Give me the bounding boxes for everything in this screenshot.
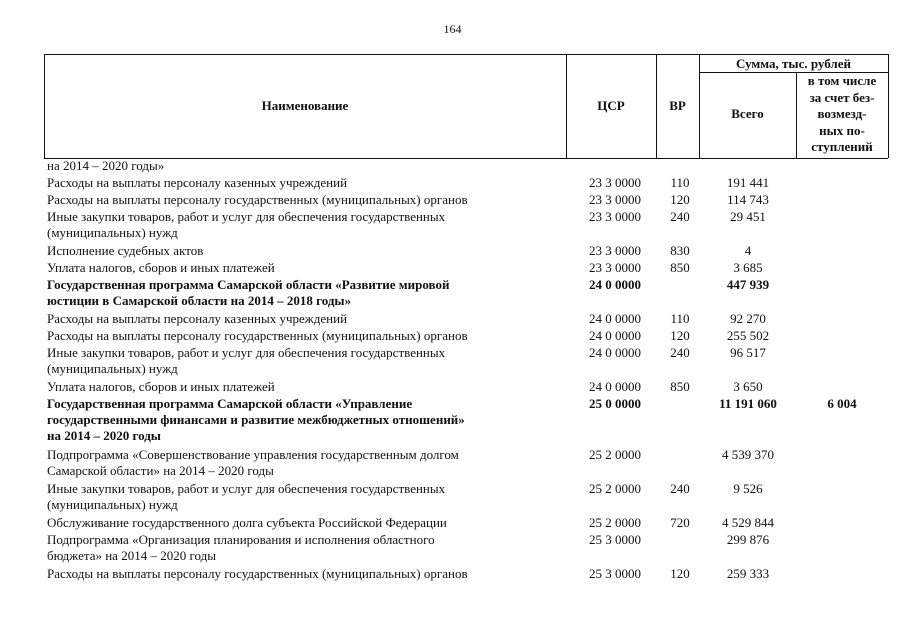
row-total: 114 743 [727,192,769,207]
row-total: 29 451 [730,209,766,224]
row-name [47,481,567,513]
row-name-line: Расходы на выплаты персоналу государственных (муниципальных) органов [47,566,468,581]
row-csr: 25 2 0000 [589,447,641,462]
row-free: 6 004 [827,396,857,411]
row-name [47,175,567,191]
row-csr: 24 0 0000 [589,277,641,292]
header-sum-group: Сумма, тыс. рублей [736,56,851,71]
row-name [47,311,567,327]
header-free-line: за счет без- [809,89,875,105]
row-name-line: Иные закупки товаров, работ и услуг для обеспечения государственных [47,209,446,224]
row-csr: 23 3 0000 [589,192,641,207]
row-name-line: Обслуживание государственного долга субъекта Российской Федерации [47,515,447,530]
row-name-line: Уплата налогов, сборов и иных платежей [47,379,275,394]
row-name [47,447,567,479]
row-csr: 25 3 0000 [589,532,641,547]
row-name-line: (муниципальных) нужд [47,497,178,512]
row-csr: 25 2 0000 [589,481,641,496]
row-name-line: Подпрограмма «Организация планирования и исполнения областного [47,532,435,547]
row-name-line: Иные закупки товаров, работ и услуг для обеспечения государственных [47,481,446,496]
row-name-line: юстиции в Самарской области на 2014 – 2018 годы» [47,293,352,308]
row-total: 9 526 [733,481,763,496]
row-name [47,328,567,344]
row-name-line: Расходы на выплаты персоналу казенных учреждений [47,175,348,190]
row-total: 255 502 [726,328,770,343]
row-name-line: на 2014 – 2020 годы» [47,158,165,173]
row-name-line: Исполнение судебных актов [47,243,204,258]
row-vr: 240 [670,345,690,360]
row-name-line: Самарской области» на 2014 – 2020 годы [47,463,274,478]
row-vr: 720 [670,515,690,530]
row-csr: 24 0 0000 [589,379,641,394]
row-csr: 25 0 0000 [589,396,641,411]
header-free [796,73,888,156]
row-vr: 110 [670,175,690,190]
row-name-line: Расходы на выплаты персоналу казенных учреждений [47,311,348,326]
row-name-line: (муниципальных) нужд [47,361,178,376]
row-csr: 23 3 0000 [589,209,641,224]
header-vr: ВР [669,98,686,113]
row-vr: 110 [670,311,690,326]
row-csr: 25 2 0000 [589,515,641,530]
row-name-line: бюджета» на 2014 – 2020 годы [47,548,216,563]
row-vr: 120 [670,192,690,207]
row-name [47,192,567,208]
header-free-line: ных по- [819,122,865,138]
row-total: 96 517 [730,345,766,360]
row-name [47,396,567,444]
row-name [47,243,567,259]
row-name-line: на 2014 – 2020 годы [47,428,161,443]
header-total: Всего [731,106,764,121]
row-csr: 24 0 0000 [589,328,641,343]
row-name-line: Государственная программа Самарской области «Управление [47,396,413,411]
row-total: 11 191 060 [719,396,777,411]
row-name [47,345,567,377]
header-free-line: ступлений [811,139,873,154]
row-name [47,158,567,174]
row-csr: 23 3 0000 [589,243,641,258]
row-vr: 830 [670,243,690,258]
row-name-line: государственными финансами и развитие межбюджетных отношений» [47,412,465,427]
row-total: 191 441 [726,175,770,190]
row-name [47,260,567,276]
header-free-line: в том числе [807,73,877,88]
row-name-line: Государственная программа Самарской области «Развитие мировой [47,277,450,292]
row-total: 259 333 [726,566,770,581]
row-vr: 240 [670,481,690,496]
row-name [47,515,567,531]
row-vr: 850 [670,379,690,394]
row-name [47,566,567,582]
table-header [44,54,888,158]
row-name-line: Подпрограмма «Совершенствование управления государственным долгом [47,447,459,462]
row-name-line: Расходы на выплаты персоналу государственных (муниципальных) органов [47,328,468,343]
row-vr: 850 [670,260,690,275]
header-right-border [888,54,889,158]
row-total: 447 939 [726,277,770,292]
row-vr: 240 [670,209,690,224]
row-vr: 120 [670,566,690,581]
header-name: Наименование [261,98,349,113]
row-total: 3 685 [733,260,763,275]
row-name-line: Уплата налогов, сборов и иных платежей [47,260,275,275]
row-name-line: (муниципальных) нужд [47,225,178,240]
row-name [47,532,567,564]
page-number: 164 [443,22,462,36]
row-csr: 24 0 0000 [589,311,641,326]
row-vr: 120 [670,328,690,343]
row-csr: 23 3 0000 [589,175,641,190]
row-csr: 24 0 0000 [589,345,641,360]
row-name [47,379,567,395]
row-total: 4 529 844 [722,515,774,530]
row-csr: 25 3 0000 [589,566,641,581]
row-name-line: Расходы на выплаты персоналу государственных (муниципальных) органов [47,192,468,207]
row-name [47,277,567,309]
row-name [47,209,567,241]
row-csr: 23 3 0000 [589,260,641,275]
header-free-line: возмезд- [817,106,867,121]
row-total: 3 650 [733,379,763,394]
header-top-border [44,54,888,55]
row-total: 4 [744,243,752,258]
row-total: 4 539 370 [722,447,774,462]
row-name-line: Иные закупки товаров, работ и услуг для обеспечения государственных [47,345,446,360]
row-total: 299 876 [726,532,770,547]
header-csr: ЦСР [597,98,625,113]
row-total: 92 270 [730,311,766,326]
